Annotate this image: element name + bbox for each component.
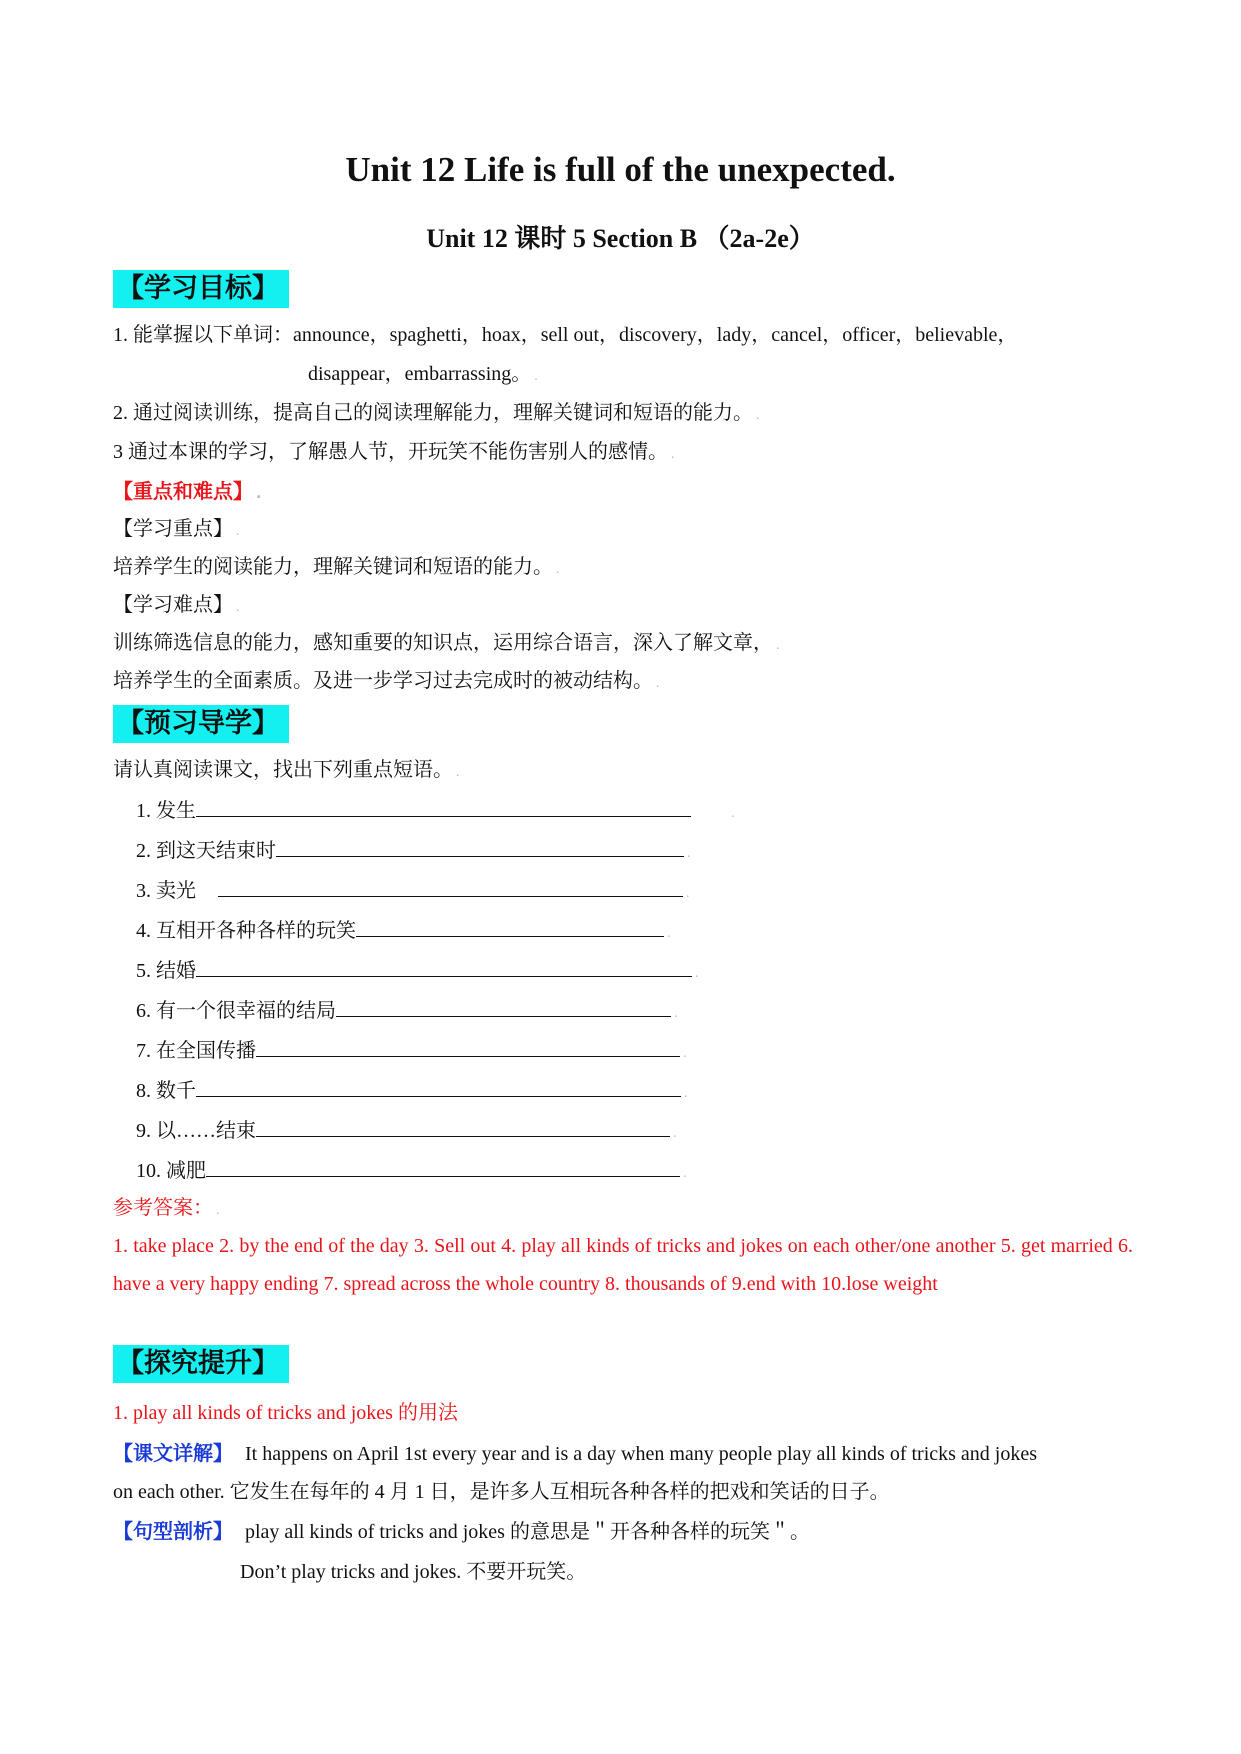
preview-item-4: 4. 互相开各种各样的玩笑 . (136, 916, 671, 946)
example-sentence: Don’t play tricks and jokes. 不要开玩笑。 (240, 1561, 587, 1583)
preview-item-9: 9. 以……结束 . (136, 1116, 677, 1146)
analysis-line: 【句型剖析】 play all kinds of tricks and jokes 的意思是＂开各种各样的玩笑＂。 (113, 1519, 810, 1543)
goal-1: 1. 能掌握以下单词：announce，spaghetti，hoax，sell out，discovery，lady，cancel，officer，believable， (113, 324, 1018, 346)
goal-1-cont: disappear，embarrassing。 . (308, 363, 538, 385)
preview-item-6: 6. 有一个很幸福的结局 . (136, 996, 678, 1026)
document-subtitle: Unit 12 课时 5 Section B （2a-2e） (426, 224, 815, 253)
goal-3: 3 通过本课的学习，了解愚人节，开玩笑不能伤害别人的感情。 . (113, 441, 675, 463)
text-detail-label: 【课文详解】 (113, 1441, 233, 1465)
section-heading-preview: 【预习导学】 (113, 705, 289, 743)
goal-2: 2. 通过阅读训练，提高自己的阅读理解能力，理解关键词和短语的能力。 . (113, 402, 760, 424)
text-detail-line-1: 【课文详解】 It happens on April 1st every year and is a day when many people play all kinds of tricks and jokes (113, 1441, 1038, 1465)
focus-text: 培养学生的阅读能力，理解关键词和短语的能力。 . (113, 556, 560, 578)
text-detail-line-2: on each other. 它发生在每年的 4 月 1 日，是许多人互相玩各种各样的把戏和笑话的日子。 (113, 1481, 890, 1503)
section-heading-goals: 【学习目标】 (113, 270, 289, 308)
explore-point-1: 1. play all kinds of tricks and jokes 的用法 (113, 1402, 458, 1424)
preview-item-8: 8. 数千 . (136, 1076, 688, 1106)
difficult-text-2: 培养学生的全面素质。及进一步学习过去完成时的被动结构。 . (113, 670, 660, 692)
preview-item-10: 10. 减肥 . (136, 1156, 687, 1186)
difficult-text-1: 训练筛选信息的能力，感知重要的知识点，运用综合语言，深入了解文章， . (113, 632, 780, 654)
answer-heading: 参考答案： . (113, 1197, 220, 1219)
focus-heading: 【学习重点】 . (113, 518, 240, 540)
preview-item-7: 7. 在全国传播 . (136, 1036, 687, 1066)
analysis-label: 【句型剖析】 (113, 1519, 233, 1543)
answer-text: 1. take place 2. by the end of the day 3. Sell out 4. play all kinds of tricks and jokes on each other/one another 5. get married 6. have a very happy ending 7. spread across the whole country 8. thousands of 9.end with 10.lose weight (113, 1235, 1133, 1295)
difficult-heading: 【学习难点】 . (113, 594, 240, 616)
preview-item-2: 2. 到这天结束时 . (136, 836, 691, 866)
key-points-heading: 【重点和难点】 . (113, 479, 262, 503)
document-title: Unit 12 Life is full of the unexpected. (345, 150, 896, 189)
preview-instruction: 请认真阅读课文，找出下列重点短语。 . (113, 759, 460, 781)
preview-item-1: 1. 发生 . (136, 796, 735, 826)
preview-item-5: 5. 结婚 . (136, 956, 699, 986)
section-heading-explore: 【探究提升】 (113, 1345, 289, 1383)
preview-item-3: 3. 卖光 . (136, 876, 690, 906)
